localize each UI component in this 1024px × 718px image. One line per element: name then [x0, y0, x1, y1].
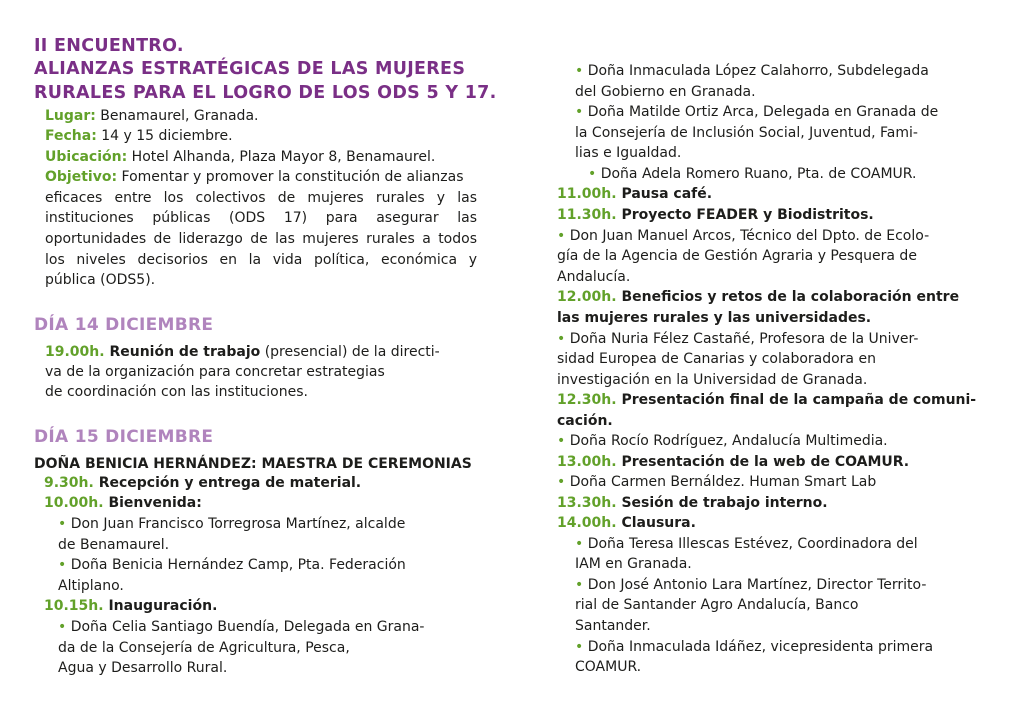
- event-1400: [557, 514, 696, 533]
- speaker-line: IAM en Granada.: [575, 556, 692, 572]
- speaker-line: [588, 165, 916, 184]
- day-14-heading: DÍA 14 DICIEMBRE: [34, 315, 214, 335]
- bullet-icon: •: [58, 557, 67, 573]
- speaker-text: Doña Inmaculada Idáñez, vicepresidenta primera: [583, 639, 934, 655]
- event-time: 13.30h.: [557, 495, 617, 511]
- event-time: 10.15h.: [44, 598, 104, 614]
- speaker-line: Santander.: [575, 618, 651, 634]
- bullet-icon: •: [557, 474, 566, 490]
- event-1230: [557, 391, 976, 410]
- speaker-line: Altiplano.: [58, 578, 124, 594]
- speaker-text: Doña Teresa Illescas Estévez, Coordinadora del: [583, 536, 918, 552]
- event-title: Sesión de trabajo interno.: [616, 495, 828, 511]
- bullet-icon: •: [58, 516, 67, 532]
- speaker-text: Doña Matilde Ortiz Arca, Delegada en Granada de: [583, 104, 939, 120]
- event-title: Presentación final de la campaña de comuni-: [616, 392, 977, 408]
- speaker-line: [575, 103, 938, 122]
- event-title: Pausa café.: [616, 186, 713, 202]
- speaker-line: de Benamaurel.: [58, 537, 170, 553]
- event-title-line-2: ALIANZAS ESTRATÉGICAS DE LAS MUJERES: [34, 59, 466, 79]
- event-0930: [44, 474, 361, 493]
- bullet-icon: •: [575, 63, 584, 79]
- event-1015: [44, 597, 217, 616]
- fecha-value: 14 y 15 diciembre.: [96, 128, 233, 144]
- event-title-line-1: II ENCUENTRO.: [34, 36, 184, 56]
- speaker-line: [575, 576, 926, 595]
- speaker-line: da de la Consejería de Agricultura, Pesca,: [58, 640, 350, 656]
- event-title: Proyecto FEADER y Biodistritos.: [616, 207, 874, 223]
- day14-event-line-1: [45, 343, 440, 362]
- speaker-line: COAMUR.: [575, 659, 642, 675]
- event-title: Recepción y entrega de material.: [93, 475, 362, 491]
- day-15-heading: DÍA 15 DICIEMBRE: [34, 427, 214, 447]
- speaker-line: gía de la Agencia de Gestión Agraria y Pesquera de: [557, 248, 917, 264]
- master-of-ceremonies: DOÑA BENICIA HERNÁNDEZ: MAESTRA DE CEREMONIAS: [34, 456, 472, 472]
- event-time: 9.30h.: [44, 475, 94, 491]
- event-time: 10.00h.: [44, 495, 104, 511]
- event-1300: [557, 453, 909, 472]
- speaker-text: Doña Adela Romero Ruano, Pta. de COAMUR.: [596, 166, 917, 182]
- bullet-icon: •: [575, 536, 584, 552]
- event-time: 11.30h.: [557, 207, 617, 223]
- ubicacion-line: [45, 148, 435, 167]
- speaker-line: lias e Igualdad.: [575, 145, 682, 161]
- objetivo-line-1: [45, 168, 464, 187]
- speaker-text: Don Juan Francisco Torregrosa Martínez, alcalde: [66, 516, 406, 532]
- objetivo-text: Fomentar y promover la constitución de alianzas: [117, 169, 464, 185]
- event-title: Presentación de la web de COAMUR.: [616, 454, 910, 470]
- speaker-line: Andalucía.: [557, 269, 631, 285]
- speaker-text: Doña Nuria Félez Castañé, Profesora de la Univer-: [565, 331, 919, 347]
- objetivo-line-6: pública (ODS5).: [45, 272, 156, 288]
- lugar-line: [45, 107, 258, 126]
- day14-event-line-3: de coordinación con las instituciones.: [45, 384, 308, 400]
- speaker-line: [58, 618, 424, 637]
- event-title-line-3: RURALES PARA EL LOGRO DE LOS ODS 5 Y 17.: [34, 83, 497, 103]
- day14-event-rest: (presencial) de la directi-: [260, 344, 440, 360]
- objetivo-line-4: oportunidades de liderazgo de las mujeres rurales a todos: [45, 231, 477, 247]
- event-title-cont: cación.: [557, 413, 613, 429]
- speaker-line: [557, 227, 929, 246]
- speaker-line: [575, 535, 918, 554]
- day14-time: 19.00h.: [45, 344, 105, 360]
- event-time: 14.00h.: [557, 515, 617, 531]
- lugar-label: Lugar:: [45, 108, 96, 124]
- event-1130: [557, 206, 874, 225]
- event-1100: [557, 185, 712, 204]
- day14-event-line-2: va de la organización para concretar estrategias: [45, 364, 385, 380]
- bullet-icon: •: [557, 331, 566, 347]
- bullet-icon: •: [575, 639, 584, 655]
- fecha-line: [45, 127, 233, 146]
- event-title: Inauguración.: [103, 598, 218, 614]
- objetivo-line-2: eficaces entre los colectivos de mujeres rurales y las: [45, 190, 477, 206]
- bullet-icon: •: [58, 619, 67, 635]
- objetivo-line-3: instituciones públicas (ODS 17) para asegurar las: [45, 210, 477, 226]
- fecha-label: Fecha:: [45, 128, 97, 144]
- bullet-icon: •: [575, 577, 584, 593]
- speaker-line: [575, 638, 933, 657]
- speaker-line: [58, 556, 406, 575]
- speaker-line: [557, 330, 918, 349]
- event-title: Clausura.: [616, 515, 696, 531]
- speaker-text: Don José Antonio Lara Martínez, Director Territo-: [583, 577, 927, 593]
- speaker-line: rial de Santander Agro Andalucía, Banco: [575, 597, 859, 613]
- bullet-icon: •: [588, 166, 597, 182]
- speaker-line: [58, 515, 405, 534]
- event-time: 12.30h.: [557, 392, 617, 408]
- day14-event-title: Reunión de trabajo: [104, 344, 261, 360]
- speaker-text: Doña Carmen Bernáldez. Human Smart Lab: [565, 474, 877, 490]
- ubicacion-label: Ubicación:: [45, 149, 128, 165]
- speaker-line: Agua y Desarrollo Rural.: [58, 660, 228, 676]
- speaker-text: Doña Inmaculada López Calahorro, Subdelegada: [583, 63, 929, 79]
- speaker-text: Doña Benicia Hernández Camp, Pta. Federación: [66, 557, 406, 573]
- speaker-line: la Consejería de Inclusión Social, Juventud, Fami-: [575, 125, 918, 141]
- event-title: Bienvenida:: [103, 495, 202, 511]
- objetivo-line-5: los niveles decisorios en la vida política, económica y: [45, 252, 477, 268]
- event-1200: [557, 288, 959, 307]
- speaker-line: del Gobierno en Granada.: [575, 84, 756, 100]
- speaker-text: Doña Rocío Rodríguez, Andalucía Multimedia.: [565, 433, 888, 449]
- speaker-line: [575, 62, 929, 81]
- speaker-line: investigación en la Universidad de Granada.: [557, 372, 868, 388]
- event-title: Beneficios y retos de la colaboración entre: [616, 289, 960, 305]
- event-time: 13.00h.: [557, 454, 617, 470]
- speaker-line: sidad Europea de Canarias y colaboradora en: [557, 351, 876, 367]
- event-time: 12.00h.: [557, 289, 617, 305]
- event-time: 11.00h.: [557, 186, 617, 202]
- bullet-icon: •: [557, 433, 566, 449]
- ubicacion-value: Hotel Alhanda, Plaza Mayor 8, Benamaurel.: [127, 149, 436, 165]
- speaker-line: [557, 432, 888, 451]
- event-1000: [44, 494, 202, 513]
- bullet-icon: •: [575, 104, 584, 120]
- speaker-line: [557, 473, 876, 492]
- event-title-cont: las mujeres rurales y las universidades.: [557, 310, 872, 326]
- lugar-value: Benamaurel, Granada.: [95, 108, 259, 124]
- event-1330: [557, 494, 828, 513]
- objetivo-label: Objetivo:: [45, 169, 118, 185]
- speaker-text: Doña Celia Santiago Buendía, Delegada en Grana-: [66, 619, 425, 635]
- bullet-icon: •: [557, 228, 566, 244]
- speaker-text: Don Juan Manuel Arcos, Técnico del Dpto. de Ecolo-: [565, 228, 930, 244]
